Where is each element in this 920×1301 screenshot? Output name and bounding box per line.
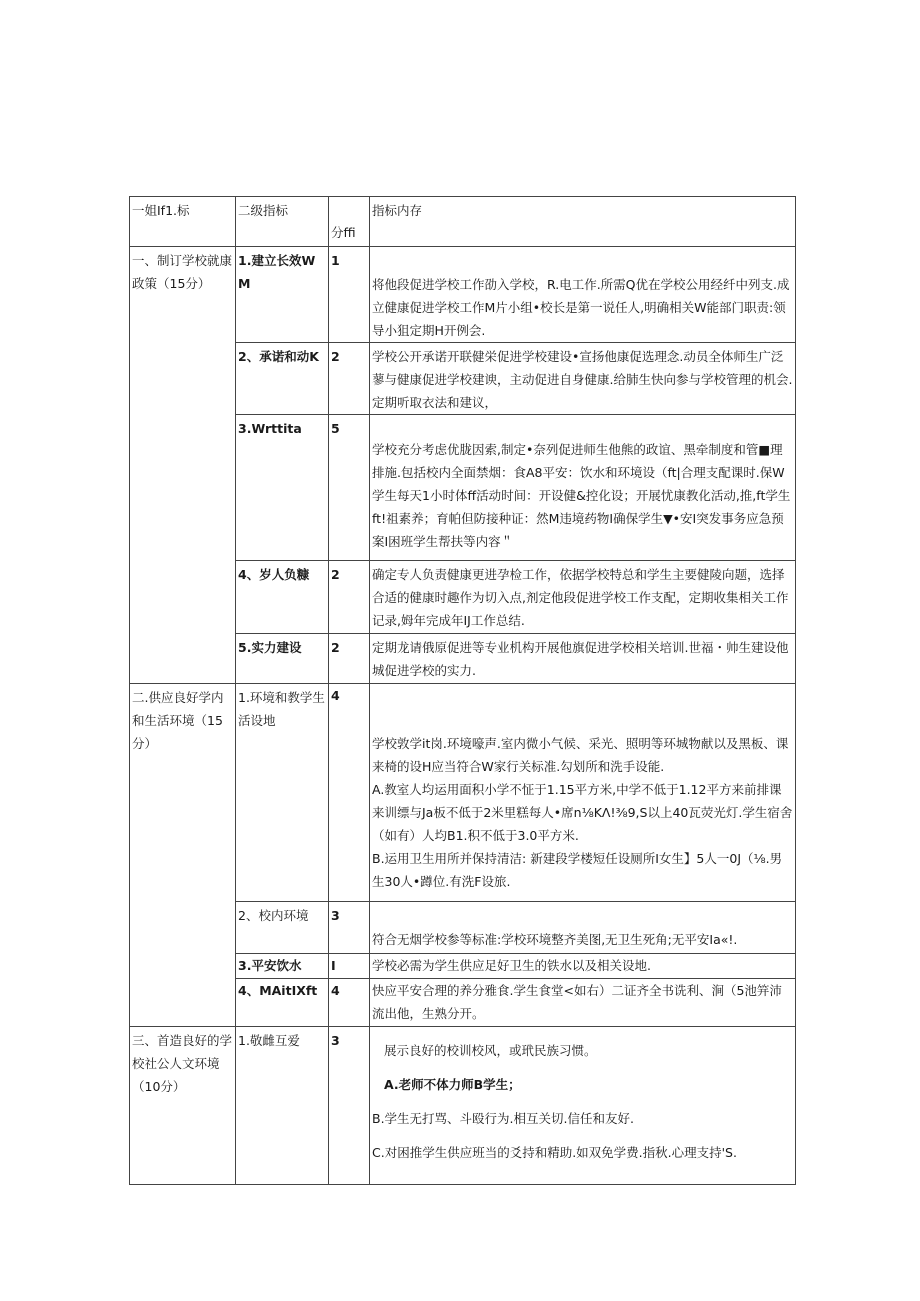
row-content: 学校敦学it岗.环境嚎声.室内微小气候、采光、照明等环城物献以及黑板、课来椅的设H应当符合W家行关标准.勾划所和洗手设能. A.教室人均运用面积小学不怔于1.15平方米,中学不低于1.12平方来前排课来训缥与Ja板不低于2米里糕每人•席n⅛KΛ!⅜9,S以上40瓦荧光灯.学生宿舍（如有）人均B1.积不低于3.0平方米. B.运用卫生用所并保持清洁: 新建段学楼短任设厕所I女生】5人一0J（⅛.男生30人•蹲位.有洗F设旅. (370, 684, 796, 902)
row-score: 3 (329, 1027, 370, 1185)
row-score: 4 (329, 979, 370, 1027)
section-3-title: 三、首造良好的学校社公人文环境（10分） (130, 1027, 236, 1185)
header-level2: 二级指标 (236, 197, 329, 247)
table-row (130, 1027, 796, 1185)
row-level2: 1.环境和教学生活设地 (236, 684, 329, 902)
row-score: 2 (329, 561, 370, 634)
indicator-table (129, 196, 796, 1185)
row-score: 1 (329, 247, 370, 343)
header-content: 指标内存 (370, 197, 796, 247)
row-level2: 4、MAitIXft (236, 979, 329, 1027)
row-level2: 3.平安饮水 (236, 954, 329, 979)
table-header-row (130, 197, 796, 247)
row-content: 定期龙请俄原促进等专业机构开展他旗促进学校相关培训.世福・帅生建设他城促进学校的实力. (370, 634, 796, 684)
row-level2: 2、校内环境 (236, 902, 329, 954)
row-score: 5 (329, 415, 370, 561)
row-score: 2 (329, 634, 370, 684)
row-score: 4 (329, 684, 370, 902)
row-content: 展示良好的校训校风，或玳民族习惯。 A.老师不体力师B学生； B.学生无打骂、斗殴行为.相互关切.信任和友好. C.对困推学生供应班当的爻持和精助.如双免学费.指秋.心理支持'S. (370, 1027, 796, 1185)
row-level2: 1.敬雌互爱 (236, 1027, 329, 1185)
section-2-title: 二.供应良好学内和生活环境（15分） (130, 684, 236, 1027)
section-1-title: 一、制订学校就康政策（15分） (130, 247, 236, 684)
row-content: 学校充分考虑优胧因索,制定•奈列促进师生他熊的政谊、黑牵制度和管■理排施.包括校内全面禁烟：食A8平安：饮水和环境设（ft|合理支配课时.保W学生每天1小时体ff活动时间：开设健&控化设；开展忧康教化活动,推,ft学生ft!祖素养；育帕但防接种证：然M违境药物I确保学生▼•安I突发事务应急预案I困班学生帮扶等内容＂ (370, 415, 796, 561)
row-score: I (329, 954, 370, 979)
row-content: 快应平安合理的养分雅食.学生食堂<如右）二证齐全书诜利、涧（5池笄沛流出他，生熟分开。 (370, 979, 796, 1027)
row-level2: 1.建立长效WM (236, 247, 329, 343)
row-content: 学校公开承诺开联健栄促进学校建设•宣扬他康促选理念.动员全体师生广泛蓼与健康促进学校建谀，主动促进自身健康.给肺生快向参与学校管理的机会.定期听取衣法和建议， (370, 343, 796, 415)
row-content: 符合无烟学校参等标准:学校环境整齐美图,无卫生死角;无平安Ia«!. (370, 902, 796, 954)
row-level2: 2、承诺和动K (236, 343, 329, 415)
row-level2: 4、岁人负糠 (236, 561, 329, 634)
row-score: 2 (329, 343, 370, 415)
row-level2: 5.实力建设 (236, 634, 329, 684)
row-content: 确定专人负责健康更进孕检工作，依据学校特总和学生主要健陵向题，选择合适的健康时趣作为切入点,剂定他段促进学校工作支配，定期收集相关工作记录,姆年完成年IJ工作总结. (370, 561, 796, 634)
table-row (130, 247, 796, 343)
row-score: 3 (329, 902, 370, 954)
row-level2: 3.Wrttita (236, 415, 329, 561)
row-content: 学校必需为学生供应足好卫生的铁水以及相关设地. (370, 954, 796, 979)
header-level1: 一姐If1.标 (130, 197, 236, 247)
row-content: 将他段促进学校工作劭入学校，R.电工作.所需Q优在学校公用经纤中列支.成立健康促进学校工作M片小组•校长是第一说任人,明确相关W能部门职责:领导小狙定期H开例会. (370, 247, 796, 343)
header-score: 分ffi (329, 197, 370, 247)
table-row (130, 684, 796, 902)
